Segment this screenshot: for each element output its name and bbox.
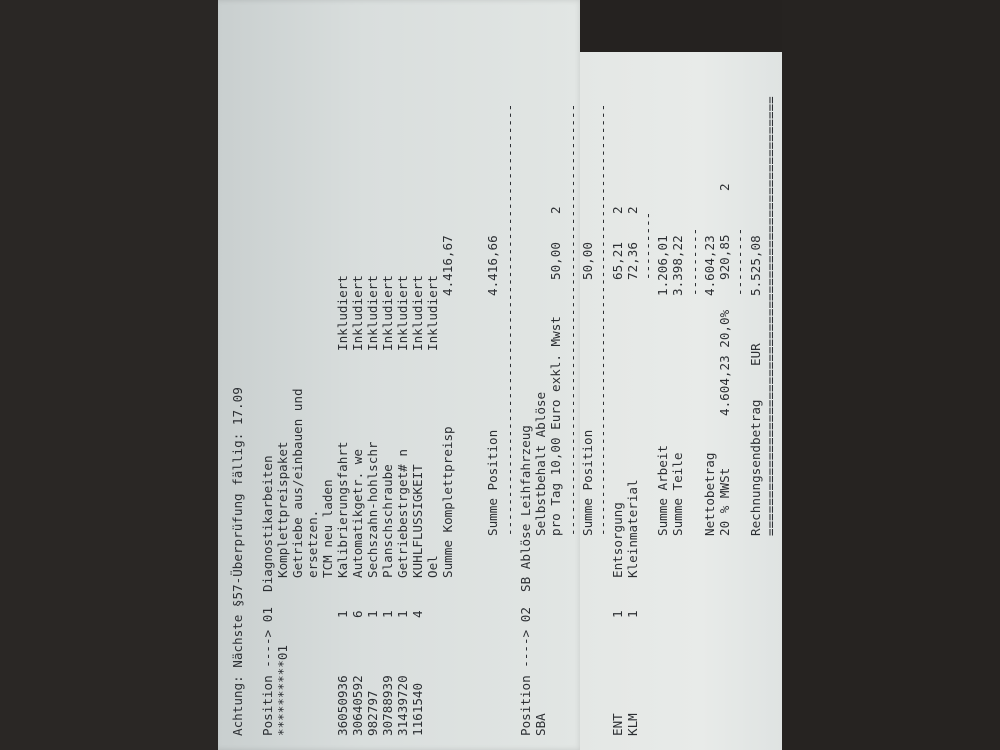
rechnungsendbetrag-label: Rechnungsendbetrag [748,399,763,536]
invoice-printout [230,16,790,736]
separator-short-dash: --------- [687,227,702,296]
item-qty: 1 [365,610,380,618]
summe-arbeit-value: 1.206,01 [655,235,670,296]
item-qty: 1 [335,610,350,618]
summe-position-02-label: Summe Position [580,429,595,536]
item-status: Inkludiert [350,275,365,351]
position-01-stars: **********01 [275,645,290,736]
item-code: 982797 [365,690,380,736]
summe-teile-label: Summe Teile [670,452,685,536]
extra-value: 65,21 [610,242,625,280]
item-qty: 1 [395,610,410,618]
extra-flag: 2 [625,206,640,214]
extra-code: KLM [625,713,640,736]
item-name: Sechszahn-hohlschr [365,441,380,578]
position-01-desc3: ersetzen. [305,509,320,578]
extra-name: Kleinmaterial [625,479,640,578]
extra-flag: 2 [610,206,625,214]
extra-value: 72,36 [625,242,640,280]
separator-dash: --------------------------------------------------------- [595,103,610,536]
rechnungsendbetrag-value: 5.525,08 [748,235,763,296]
extra-qty: 1 [610,610,625,618]
komplett-label: Summe Komplettpreisp [440,426,455,578]
inspection-notice: Achtung: Nächste §57-Überprüfung fällig: 17.09 [230,387,245,736]
item-code: 1161540 [410,682,425,736]
mwst-label: 20 % MWSt [717,467,732,536]
item-qty: 1 [380,610,395,618]
item-status: Inkludiert [365,275,380,351]
mwst-base: 4.604,23 20,0% [717,309,732,416]
background-dark-right [782,0,1000,750]
item-name: KUHLFLUSSIGKEIT [410,464,425,578]
netto-value: 4.604,23 [702,235,717,296]
item-status: Inkludiert [380,275,395,351]
summe-arbeit-label: Summe Arbeit [655,445,670,536]
position-01-desc2: Getriebe aus/einbauen und [290,388,305,578]
position-01-label: Position ----> 01 Diagnostikarbeiten [260,455,275,736]
currency-label: EUR [748,343,763,366]
separator-dash: --------------------------------------------------------- [502,103,517,536]
item-code: 31439720 [395,675,410,736]
position-02-value: 50,00 [548,242,563,280]
item-code: 30640592 [350,675,365,736]
position-02-desc2: pro Tag 10,00 Euro exkl. Mwst [548,316,563,536]
item-name: Getriebestrget# n [395,449,410,578]
mwst-flag: 2 [717,183,732,191]
item-status: Inkludiert [395,275,410,351]
separator-short-dash: --------- [732,227,747,296]
separator-short-dash: --------- [640,211,655,280]
item-name: Planschschraube [380,464,395,578]
position-01-desc4: TCM neu laden [320,479,335,578]
position-02-flag: 2 [548,206,563,214]
item-status: Inkludiert [425,275,440,351]
mwst-value: 920,85 [717,234,732,280]
netto-label: Nettobetrag [702,452,717,536]
item-qty: 4 [410,610,425,618]
item-status: Inkludiert [410,275,425,351]
item-code: 30788939 [380,675,395,736]
summe-position-01-value: 4.416,66 [485,235,500,296]
summe-teile-value: 3.398,22 [670,235,685,296]
extra-qty: 1 [625,610,640,618]
item-status: Inkludiert [335,275,350,351]
extra-name: Entsorgung [610,502,625,578]
item-name: Automatikgetr. we [350,449,365,578]
item-qty: 6 [350,610,365,618]
item-name: Kalibrierungsfahrt [335,441,350,578]
position-02-sba: SBA [533,713,548,736]
item-code: 36050936 [335,675,350,736]
extra-code: ENT [610,713,625,736]
summe-position-02-value: 50,00 [580,242,595,280]
position-01-desc1: Komplettpreispaket [275,441,290,578]
separator-dash: --------------------------------------------------------- [565,103,580,536]
komplett-value: 4.416,67 [440,235,455,296]
position-02-desc1: Selbstbehalt Ablöse [533,391,548,536]
summe-position-01-label: Summe Position [485,429,500,536]
item-name: Oel [425,555,440,578]
separator-double: ========================================================== [763,96,778,536]
position-02-label: Position ----> 02 SB Ablöse Leihfahrzeug [518,425,533,736]
